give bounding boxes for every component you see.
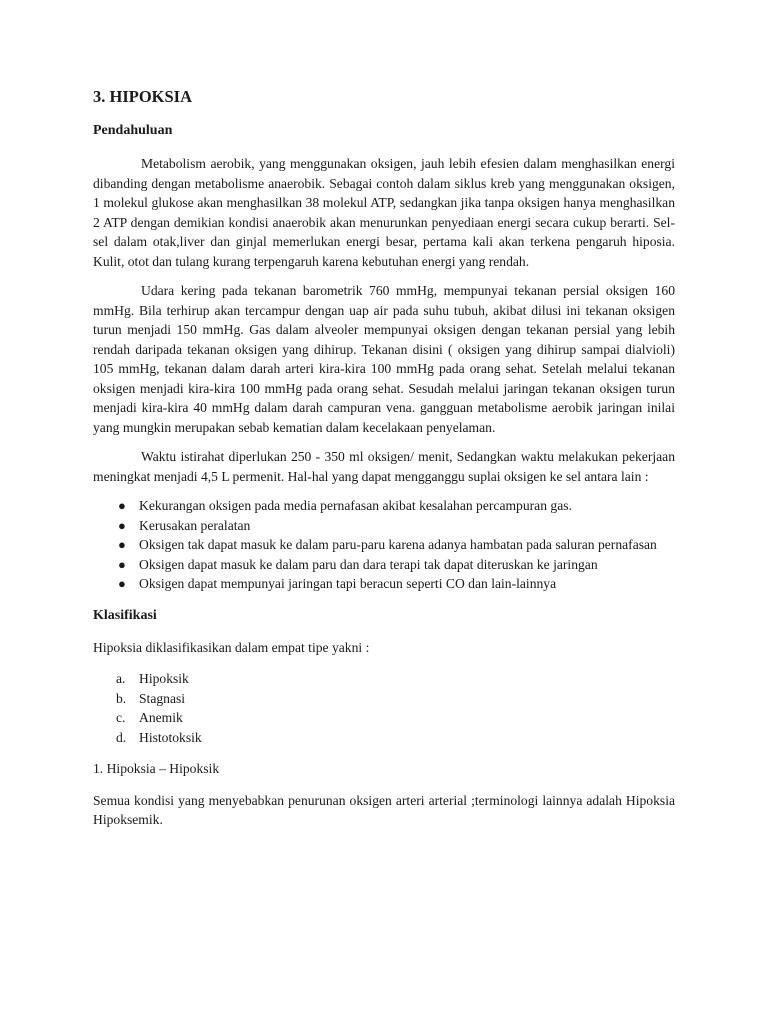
list-item-text: Histotoksik: [139, 729, 202, 745]
list-item-text: Kerusakan peralatan: [139, 517, 251, 533]
list-item: [93, 728, 675, 748]
paragraph-1: Metabolism aerobik, yang menggunakan oksigen, jauh lebih efesien dalam menghasilkan energi dibanding dengan metabolisme anaerobik. Sebagai contoh dalam siklus kreb yang menggunakan oksigen, 1 molekul glukose akan menghasilkan 38 molekul ATP, sedangkan jika tanpa oksigen hanya menghasilkan 2 ATP dengan demikian kondisi anaerobik akan menurunkan penyediaan energi secara cukup berarti. Sel-sel dalam otak,liver dan ginjal memerlukan energi besar, pertama kali akan terkena pengaruh hiposia. Kulit, otot dan tulang kurang terpengaruh karena kebutuhan energi yang rendah.: [93, 156, 675, 269]
list-item: [93, 689, 675, 709]
bullet-icon: ●: [118, 576, 126, 591]
list-item-text: Anemik: [139, 710, 183, 725]
list-item: [93, 708, 675, 728]
paragraph-2: Udara kering pada tekanan barometrik 760 mmHg, mempunyai tekanan persial oksigen 160 mmHg. Bila terhirup akan tercampur dengan uap air pada suhu tubuh, akibat dilusi ini tekanan oksigen turun menjadi 150 mmHg. Gas dalam alveoler mempunyai oksigen dengan tekanan persial yang lebih rendah daripada tekanan oksigen yang dihirup. Tekanan disini ( oksigen yang dihirup sampai dialvioli) 105 mmHg, tekanan dalam darah arteri kira-kira 100 mmHg pada orang sehat. Setelah melalui tekanan oksigen menjadi kira-kira 100 mmHg pada orang sehat. Sesudah melalui jaringan tekanan oksigen turun menjadi kira-kira 40 mmHg dalam darah campuran vena. gangguan metabolisme aerobik jaringan inilai yang mungkin merupakan sebab kematian dalam kecelakaan penyelaman.: [93, 283, 675, 435]
paragraph-hipoksik: Semua kondisi yang menyebabkan penurunan oksigen arteri arterial ;terminologi lainnya adalah Hipoksia Hipoksemik.: [93, 792, 675, 827]
list-marker: c.: [116, 710, 126, 725]
list-item-text: Oksigen dapat masuk ke dalam paru dan dara terapi tak dapat diteruskan ke jaringan: [139, 556, 598, 572]
bullet-icon: ●: [118, 556, 126, 572]
list-marker: a.: [116, 671, 126, 686]
bullet-icon: ●: [118, 517, 126, 533]
bullet-icon: ●: [118, 537, 126, 552]
document-title: 3. HIPOKSIA: [93, 87, 193, 106]
list-item-text: Oksigen dapat mempunyai jaringan tapi beracun seperti CO dan lain-lainnya: [139, 576, 557, 591]
list-item-text: Stagnasi: [139, 690, 186, 706]
list-item: [93, 555, 675, 575]
cause-list: [93, 496, 675, 594]
list-marker: d.: [116, 729, 127, 745]
list-item: [93, 516, 675, 536]
klasifikasi-intro: Hipoksia diklasifikasikan dalam empat tipe yakni :: [93, 639, 370, 655]
subheading-hipoksik: 1. Hipoksia – Hipoksik: [93, 761, 220, 776]
type-list: [93, 669, 675, 747]
list-item: [93, 535, 675, 555]
list-item: [93, 669, 675, 689]
heading-klasifikasi: Klasifikasi: [93, 607, 157, 623]
list-marker: b.: [116, 690, 127, 706]
list-item: [93, 496, 675, 516]
paragraph-3: Waktu istirahat diperlukan 250 - 350 ml oksigen/ menit, Sedangkan waktu melakukan pekerjaan meningkat menjadi 4,5 L permenit. Hal-hal yang dapat mengganggu suplai oksigen ke sel antara lain :: [93, 449, 675, 484]
list-item: [93, 574, 675, 594]
list-item-text: Hipoksik: [139, 671, 189, 686]
list-item-text: Oksigen tak dapat masuk ke dalam paru-paru karena adanya hambatan pada saluran pernafasan: [139, 537, 657, 552]
heading-pendahuluan: Pendahuluan: [93, 123, 173, 138]
list-item-text: Kekurangan oksigen pada media pernafasan akibat kesalahan percampuran gas.: [139, 498, 572, 513]
bullet-icon: ●: [118, 498, 126, 513]
document-page: [93, 86, 675, 830]
